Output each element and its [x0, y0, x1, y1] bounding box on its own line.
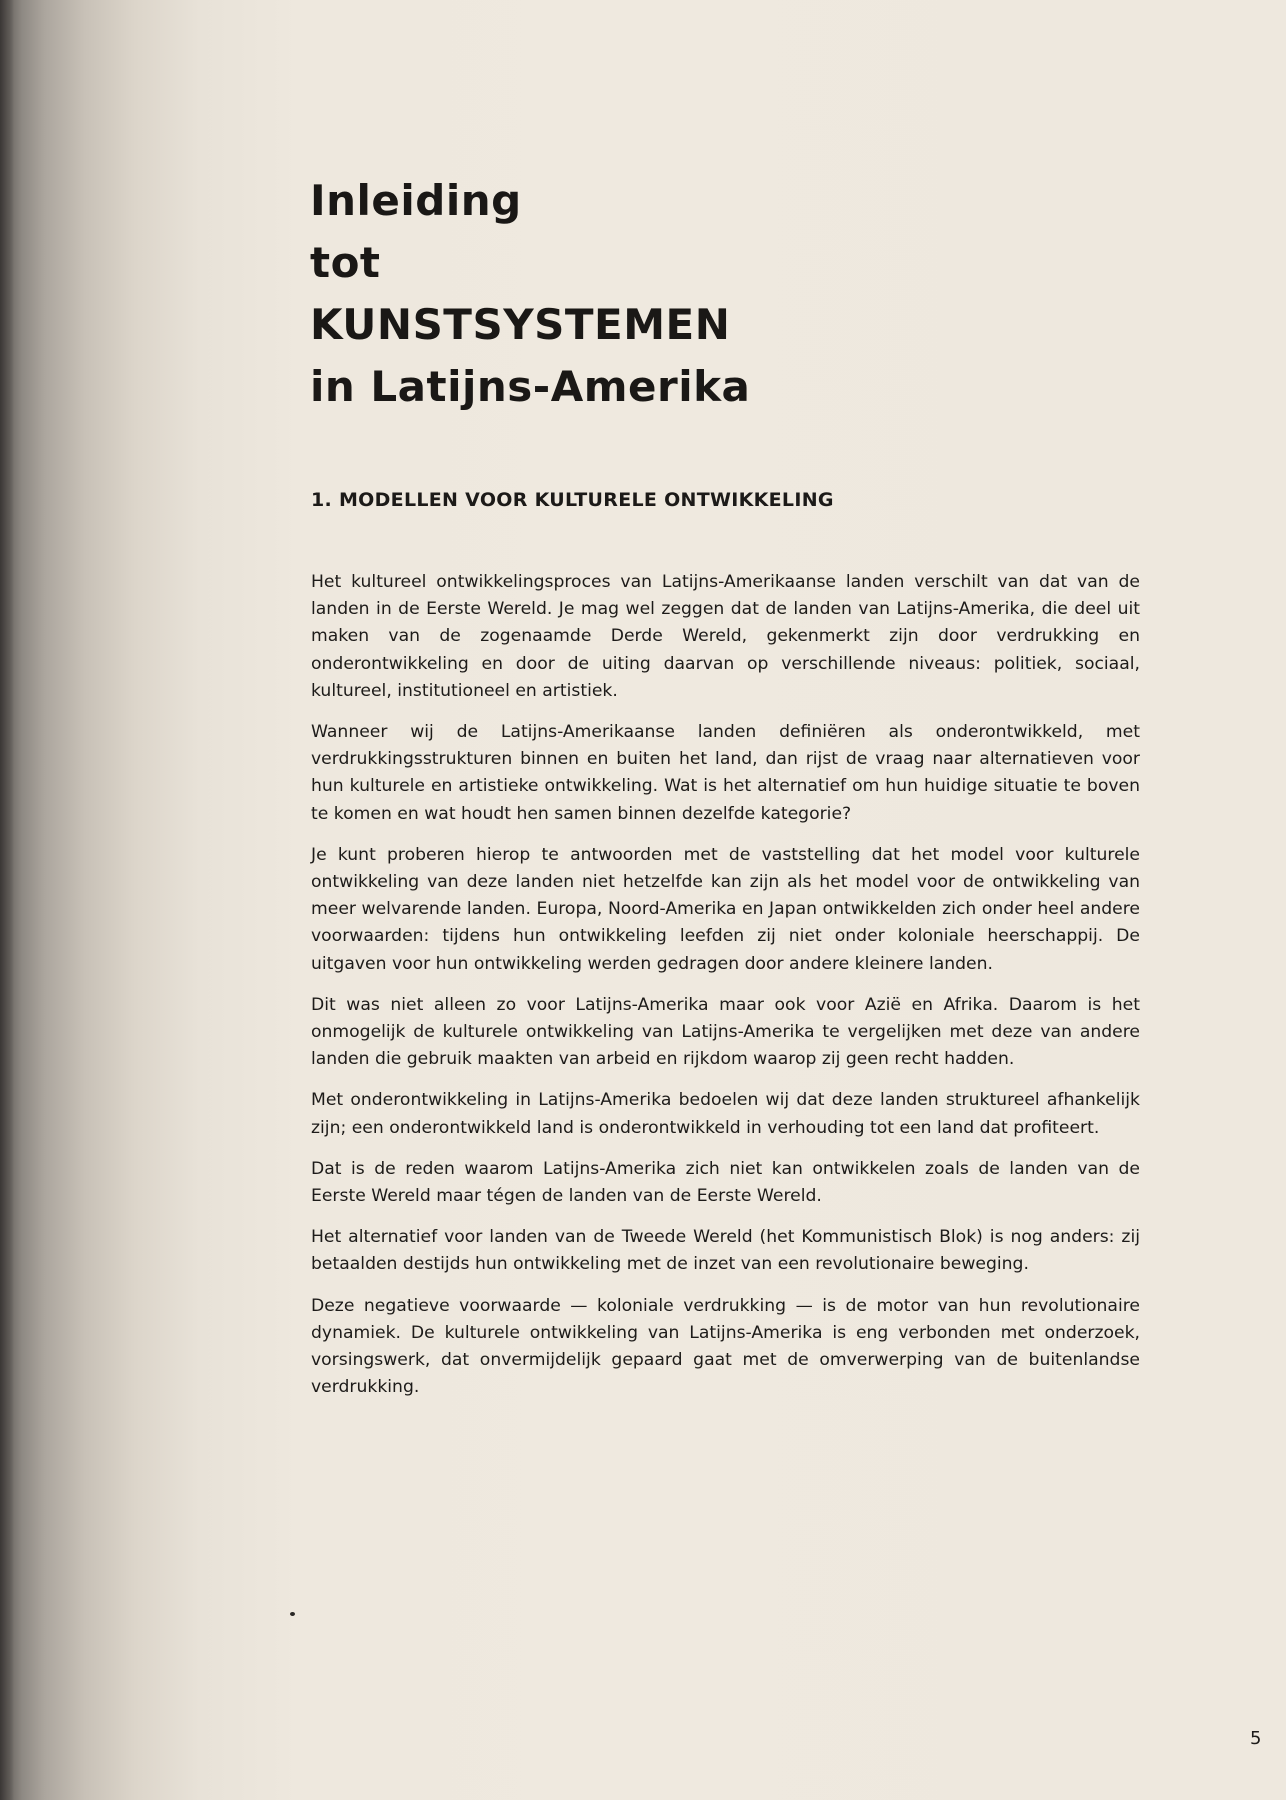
title-line-1: Inleiding	[310, 176, 522, 225]
chapter-title	[310, 170, 1110, 418]
paragraph: Je kunt proberen hierop te antwoorden met de vaststelling dat het model voor kulturele ontwikkeling van deze landen niet hetzelfde kan zijn als het model voor de ontwikkeling van meer welvarende landen. Europa, Noord-Amerika en Japan ontwikkelden zich onder heel andere voorwaarden: tijdens hun ontwikkeling leefden zij niet onder koloniale heerschappij. De uitgaven voor hun ontwikkeling werden gedragen door andere kleinere landen.	[311, 844, 1140, 974]
paragraph: Wanneer wij de Latijns-Amerikaanse landen definiëren als onderontwikkeld, met verdrukkingsstrukturen binnen en buiten het land, dan rijst de vraag naar alternatieven voor hun kulturele en artistieke ontwikkeling. Wat is het alternatief om hun huidige situatie te boven te komen en wat houdt hen samen binnen dezelfde kategorie?	[311, 722, 1140, 824]
paragraph: Dit was niet alleen zo voor Latijns-Amerika maar ook voor Azië en Afrika. Daarom is het onmogelijk de kulturele ontwikkeling van Latijns-Amerika te vergelijken met deze van andere landen die gebruik maakten van arbeid en rijkdom waarop zij geen recht hadden.	[311, 994, 1140, 1070]
title-line-2: tot	[310, 238, 381, 287]
book-spine-shadow	[0, 0, 14, 1800]
paragraph: Deze negatieve voorwaarde — koloniale verdrukking — is de motor van hun revolutionaire dynamiek. De kulturele ontwikkeling van Latijns-Amerika is eng verbonden met onderzoek, vorsingswerk, dat onvermijdelijk gepaard gaat met de omverwerping van de buitenlandse verdrukking.	[311, 1295, 1140, 1398]
ink-speck	[290, 1612, 295, 1616]
section-heading: 1. MODELLEN VOOR KULTURELE ONTWIKKELING	[311, 489, 834, 511]
title-line-3: KUNSTSYSTEMEN	[310, 300, 731, 349]
paragraph: Het alternatief voor landen van de Tweede Wereld (het Kommunistisch Blok) is nog anders: zij betaalden destijds hun ontwikkeling met de inzet van een revolutionaire beweging.	[311, 1227, 1140, 1275]
title-line-4: in Latijns-Amerika	[310, 362, 751, 411]
paragraph: Met onderontwikkeling in Latijns-Amerika bedoelen wij dat deze landen struktureel afhankelijk zijn; een onderontwikkeld land is onderontwikkeld in verhouding tot een land dat profiteert.	[311, 1090, 1140, 1138]
paragraph: Dat is de reden waarom Latijns-Amerika zich niet kan ontwikkelen zoals de landen van de Eerste Wereld maar tégen de landen van de Eerste Wereld.	[311, 1158, 1140, 1207]
page-number: 5	[1250, 1728, 1262, 1749]
body-text	[311, 569, 1140, 1415]
paragraph: Het kultureel ontwikkelingsproces van Latijns-Amerikaanse landen verschilt van dat van de landen in de Eerste Wereld. Je mag wel zeggen dat de landen van Latijns-Amerika, die deel uit maken van de zogenaamde Derde Wereld, gekenmerkt zijn door verdrukking en onderontwikkeling en door de uiting daarvan op verschillende niveaus: politiek, sociaal, kultureel, institutioneel en artistiek.	[311, 572, 1140, 701]
